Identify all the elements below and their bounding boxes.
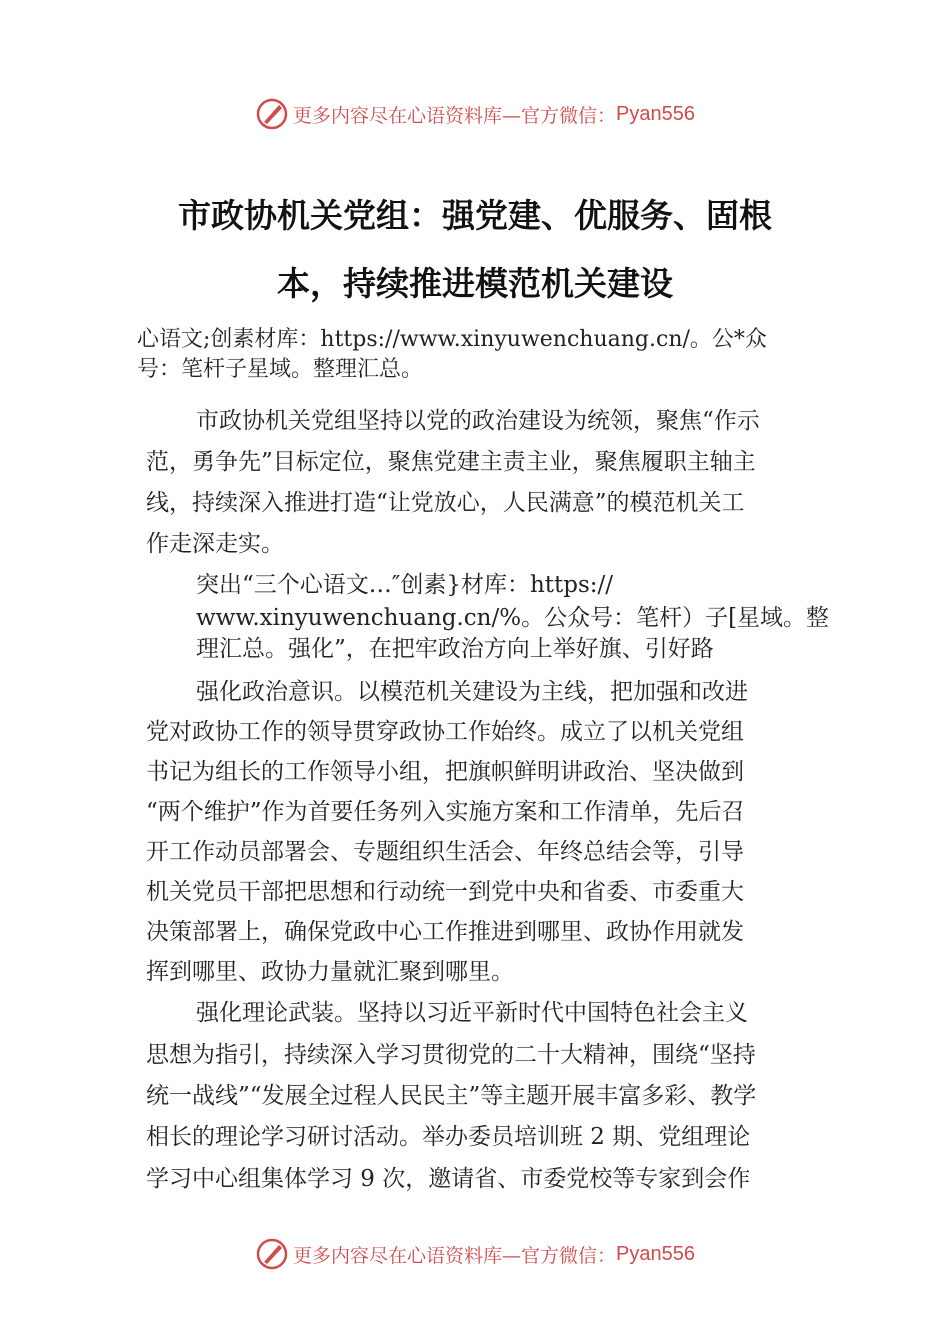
source-line-2: 号：笔杆子星域。整理汇总。 [137,357,424,382]
para2-line-4: “两个维护”作为首要任务列入实施方案和工作清单，先后召 [146,799,745,825]
title-line-1: 市政协机关党组：强党建、优服务、固根 [178,196,772,235]
banner-wechat-id: Pyan556 [616,102,695,125]
footer-banner [0,1234,950,1274]
para3-line-2: 思想为指引，持续深入学习贯彻党的二十大精神，围绕“坚持 [146,1042,756,1068]
para2-line-2: 党对政协工作的领导贯穿政协工作始终。成立了以机关党组 [146,719,744,745]
banner-text: 更多内容尽在心语资料库—官方微信： [293,1244,617,1267]
document-title [100,182,850,318]
para3-line-5: 学习中心组集体学习 9 次，邀请省、市委党校等专家到会作 [146,1166,751,1192]
para2-line-6: 机关党员干部把思想和行动统一到党中央和省委、市委重大 [146,879,744,905]
para2-line-8: 挥到哪里、政协力量就汇聚到哪里。 [146,959,514,985]
brush-logo-icon [255,97,289,131]
para2-line-7: 决策部署上，确保党政中心工作推进到哪里、政协作用就发 [146,919,744,945]
heading1-line-2: www.xinyuwenchuang.cn/%。公众号：笔杆）子[星域。整 [196,605,830,631]
heading1-line-3: 理汇总。强化”，在把牢政治方向上举好旗、引好路 [196,636,714,662]
para2-line-3: 书记为组长的工作领导小组，把旗帜鲜明讲政治、坚决做到 [146,759,744,785]
para1-line-2: 范，勇争先”目标定位，聚焦党建主责主业，聚焦履职主轴主 [146,449,756,475]
para1-line-3: 线，持续深入推进打造“让党放心，人民满意”的模范机关工 [146,490,745,516]
title-line-2: 本，持续推进模范机关建设 [277,264,673,303]
para3-line-4: 相长的理论学习研讨活动。举办委员培训班 2 期、党组理论 [146,1124,751,1150]
para2-line-1: 强化政治意识。以模范机关建设为主线，把加强和改进 [196,679,748,705]
para3-line-3: 统一战线”“发展全过程人民民主”等主题开展丰富多彩、教学 [146,1083,757,1109]
source-line-1: 心语文;创素材库：https://www.xinyuwenchuang.cn/。公*众 [137,327,767,352]
para3-line-1: 强化理论武装。坚持以习近平新时代中国特色社会主义 [196,1000,748,1026]
brush-logo-icon [255,1237,289,1271]
banner-text: 更多内容尽在心语资料库—官方微信： [293,104,617,127]
para2-line-5: 开工作动员部署会、专题组织生活会、年终总结会等，引导 [146,839,744,865]
header-banner [0,94,950,134]
banner-wechat-id: Pyan556 [616,1242,695,1265]
para1-line-4: 作走深走实。 [146,531,284,557]
heading1-line-1: 突出“三个心语文…″创素}材库：https:// [196,572,614,598]
para1-line-1: 市政协机关党组坚持以党的政治建设为统领，聚焦“作示 [196,408,760,434]
